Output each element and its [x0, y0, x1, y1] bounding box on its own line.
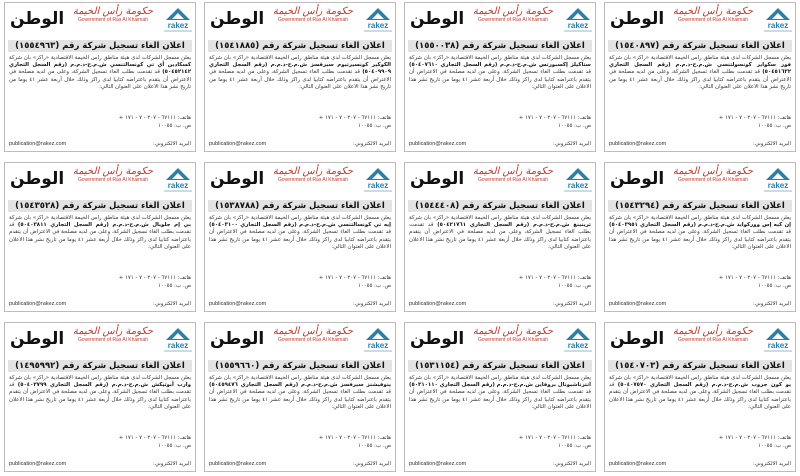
email-link[interactable]: publication@rakez.com [609, 461, 667, 467]
ad-contact: هاتف: ٦٧١١١ - ٢٠٧ - ٧ - ١٧١ + ص. ب: ١٠٠٥٥ [118, 435, 191, 449]
email-label: البريد الالكتروني: [353, 141, 391, 147]
email-link[interactable]: publication@rakez.com [209, 301, 267, 307]
newspaper-masthead: الوطن [10, 169, 65, 189]
government-seal: حكومة رأس الخيمة Government of Ras Al Khaimah [72, 326, 154, 343]
ad-title: اعلان الغاء تسجيل شركة رقم (١٥٤١٨٨٥) [208, 40, 392, 52]
ad-contact: هاتف: ٦٧١١١ - ٢٠٧ - ٧ - ١٧١ + ص. ب: ١٠٠٥٥ [718, 275, 791, 289]
ad-contact: هاتف: ٦٧١١١ - ٢٠٧ - ٧ - ١٧١ + ص. ب: ١٠٠٥٥ [318, 275, 391, 289]
government-seal: حكومة رأس الخيمة Government of Ras Al Khaimah [472, 166, 554, 183]
ad-card [604, 322, 796, 472]
ad-title: اعلان الغاء تسجيل شركة رقم (١٥٣٨٧٨٨) [208, 200, 392, 212]
government-seal: حكومة رأس الخيمة Government of Ras Al Khaimah [472, 6, 554, 23]
email-link[interactable]: publication@rakez.com [9, 141, 67, 147]
rakez-logo: rakez [364, 166, 392, 194]
ad-body: يعلن مسجل الشركات لدى هيئة مناطق رأس الخيمة الاقتصادية «راكز» بأن شركة ترينينغ ش.م.ح-ذ.م.م (رقم السجل التجاري ٥٠٤٢١٧٦١) قد تقدمت بطلب الغاء تسجيل الشركة، وعلى من لديه مصلحة في الاعتراض أن يتقدم باعتراضه كتابيا لدى راكز وذلك خلال أربعة عشر ٤١ يوما من تاريخ نشر هذا الاعلان على العنوان التالي: [409, 215, 591, 250]
ad-header [205, 323, 395, 359]
ad-title: اعلان الغاء تسجيل شركة رقم (١٥٤٣٢٩٤) [608, 200, 792, 212]
ad-title: اعلان الغاء تسجيل شركة رقم (١٥٥٩٦٦٠) [208, 360, 392, 372]
ad-contact: هاتف: ٦٧١١١ - ٢٠٧ - ٧ - ١٧١ + ص. ب: ١٠٠٥٥ [318, 435, 391, 449]
ad-card [204, 162, 396, 312]
ad-title: اعلان الغاء تسجيل شركة رقم (١٥٥٠٠٣٨) [408, 40, 592, 52]
rakez-logo: rakez [364, 326, 392, 354]
rakez-logo: rakez [564, 166, 592, 194]
ad-title: اعلان الغاء تسجيل شركة رقم (١٥٤٣٥٢٨) [8, 200, 192, 212]
government-seal: حكومة رأس الخيمة Government of Ras Al Khaimah [672, 6, 754, 23]
ad-header [5, 163, 195, 199]
email-link[interactable]: publication@rakez.com [9, 461, 67, 467]
ad-card [404, 322, 596, 472]
ad-header [405, 323, 595, 359]
ad-title: اعلان الغاء تسجيل شركة رقم (١٥٤٤٤٠٨) [408, 200, 592, 212]
ad-contact: هاتف: ٦٧١١١ - ٢٠٧ - ٧ - ١٧١ + ص. ب: ١٠٠٥٥ [518, 435, 591, 449]
email-label: البريد الالكتروني: [353, 461, 391, 467]
ad-card [204, 2, 396, 152]
ad-header [205, 3, 395, 39]
ad-card [4, 2, 196, 152]
rakez-logo: rakez [164, 166, 192, 194]
government-seal: حكومة رأس الخيمة Government of Ras Al Khaimah [72, 166, 154, 183]
ad-contact: هاتف: ٦٧١١١ - ٢٠٧ - ٧ - ١٧١ + ص. ب: ١٠٠٥٥ [718, 115, 791, 129]
ad-header [405, 3, 595, 39]
email-label: البريد الالكتروني: [153, 301, 191, 307]
ad-card [604, 2, 796, 152]
email-link[interactable]: publication@rakez.com [409, 141, 467, 147]
ad-body: يعلن مسجل الشركات لدى هيئة مناطق رأس الخيمة الاقتصادية «راكز» بأن شركة إن كيه إس ووركوايد ش.م.ح-ذ.م.م (رقم السجل التجاري ٥٠٤٠٣٩٥١) قد تقدمت بطلب الغاء تسجيل الشركة، وعلى من لديه مصلحة في الاعتراض أن يتقدم باعتراضه كتابيا لدى راكز وذلك خلال أربعة عشر ٤١ يوما من تاريخ نشر هذا الاعلان على العنوان التالي: [609, 215, 791, 250]
email-label: البريد الالكتروني: [353, 301, 391, 307]
rakez-logo: rakez [764, 6, 792, 34]
ad-contact: هاتف: ٦٧١١١ - ٢٠٧ - ٧ - ١٧١ + ص. ب: ١٠٠٥٥ [518, 115, 591, 129]
ad-title: اعلان الغاء تسجيل شركة رقم (١٥٤٠٨٩٧) [608, 40, 792, 52]
newspaper-masthead: الوطن [210, 169, 265, 189]
government-seal: حكومة رأس الخيمة Government of Ras Al Khaimah [472, 326, 554, 343]
ad-card [404, 2, 596, 152]
ad-body: يعلن مسجل الشركات لدى هيئة مناطق رأس الخيمة الاقتصادية «راكز» بأن شركة كسكادين أي تي كونسالتنسي ش.م.ح-ذ.م.م (رقم السجل التجاري ٥٠٤٥٢١٤٢) قد تقدمت بطلب الغاء تسجيل الشركة، وعلى من لديه مصلحة في الاعتراض أن يتقدم باعتراضه كتابيا لدى راكز وذلك خلال أربعة عشر ٤١ يوما من تاريخ نشر هذا الاعلان على العنوان التالي: [9, 55, 191, 90]
email-label: البريد الالكتروني: [753, 141, 791, 147]
ad-card [204, 322, 396, 472]
ad-body: يعلن مسجل الشركات لدى هيئة مناطق رأس الخيمة الاقتصادية «راكز» بأن شركة انترناشيونال بروفاين ش.م.ح-ذ.م.م (رقم السجل التجاري ٥٠٣١٠١١٠) قد تقدمت بطلب الغاء تسجيل الشركة، وعلى من لديه مصلحة في الاعتراض أن يتقدم باعتراضه كتابيا لدى راكز وذلك خلال أربعة عشر ٤١ يوما من تاريخ نشر هذا الاعلان على العنوان التالي: [409, 375, 591, 410]
email-label: البريد الالكتروني: [553, 141, 591, 147]
ad-card [4, 162, 196, 312]
email-link[interactable]: publication@rakez.com [9, 301, 67, 307]
ad-body: يعلن مسجل الشركات لدى هيئة مناطق رأس الخيمة الاقتصادية «راكز» بأن شركة يو كون جروب ش.م.ح-ذ.م.م (رقم السجل التجاري ٥٠٤٠٧٥٧٠) قد تقدمت بطلب الغاء تسجيل الشركة، وعلى من لديه مصلحة في الاعتراض أن يتقدم باعتراضه كتابيا لدى راكز وذلك خلال أربعة عشر ٤١ يوما من تاريخ نشر هذا الاعلان على العنوان التالي: [609, 375, 791, 410]
ad-body: يعلن مسجل الشركات لدى هيئة مناطق رأس الخيمة الاقتصادية «راكز» بأن شركة وارب أبوتيكش ش.م.ح-ذ.م.م (رقم السجل التجاري ٥٠٤٠٢٧٩٩) قد تقدمت بطلب الغاء تسجيل الشركة، وعلى من لديه مصلحة في الاعتراض أن يتقدم باعتراضه كتابيا لدى راكز وذلك خلال أربعة عشر ٤١ يوما من تاريخ نشر هذا الاعلان على العنوان التالي: [9, 375, 191, 410]
ad-title: اعلان الغاء تسجيل شركة رقم (١٤٩٥٩٩٢) [8, 360, 192, 372]
newspaper-masthead: الوطن [610, 169, 665, 189]
email-link[interactable]: publication@rakez.com [209, 461, 267, 467]
email-link[interactable]: publication@rakez.com [409, 461, 467, 467]
government-seal: حكومة رأس الخيمة Government of Ras Al Khaimah [672, 166, 754, 183]
rakez-logo: rakez [564, 6, 592, 34]
ad-contact: هاتف: ٦٧١١١ - ٢٠٧ - ٧ - ١٧١ + ص. ب: ١٠٠٥٥ [118, 115, 191, 129]
email-link[interactable]: publication@rakez.com [609, 141, 667, 147]
rakez-logo: rakez [564, 326, 592, 354]
ad-header [605, 3, 795, 39]
government-seal: حكومة رأس الخيمة Government of Ras Al Khaimah [672, 326, 754, 343]
newspaper-masthead: الوطن [410, 169, 465, 189]
government-seal: حكومة رأس الخيمة Government of Ras Al Khaimah [272, 166, 354, 183]
ad-body: يعلن مسجل الشركات لدى هيئة مناطق رأس الخيمة الاقتصادية «راكز» بأن شركة ينوفيشنز سيرفسز ش.م.ح-ذ.م.م (رقم السجل التجاري ٥٠٤٥٩٤٧٦) قد تقدمت بطلب الغاء تسجيل الشركة، وعلى من لديه مصلحة في الاعتراض أن يتقدم باعتراضه كتابيا لدى راكز وذلك خلال أربعة عشر ٤١ يوما من تاريخ نشر هذا الاعلان على العنوان التالي: [209, 375, 391, 410]
ad-card [604, 162, 796, 312]
rakez-logo: rakez [364, 6, 392, 34]
email-label: البريد الالكتروني: [753, 301, 791, 307]
ad-header [405, 163, 595, 199]
email-label: البريد الالكتروني: [553, 461, 591, 467]
ad-header [5, 323, 195, 359]
rakez-logo: rakez [764, 166, 792, 194]
newspaper-masthead: الوطن [10, 9, 65, 29]
ad-card [404, 162, 596, 312]
newspaper-masthead: الوطن [210, 9, 265, 29]
ad-body: يعلن مسجل الشركات لدى هيئة مناطق رأس الخيمة الاقتصادية «راكز» بأن شركة الكوكير كونسيرتيوم سيرفسز ش.م.ح-ذ.م.م (رقم السجل التجاري ٥٠٤٠٩٩٠٩) قد تقدمت بطلب الغاء تسجيل الشركة، وعلى من لديه مصلحة في الاعتراض أن يتقدم باعتراضه كتابيا لدى راكز وذلك خلال أربعة عشر ٤١ يوما من تاريخ نشر هذا الاعلان على العنوان التالي: [209, 55, 391, 90]
ad-contact: هاتف: ٦٧١١١ - ٢٠٧ - ٧ - ١٧١ + ص. ب: ١٠٠٥٥ [518, 275, 591, 289]
email-label: البريد الالكتروني: [553, 301, 591, 307]
rakez-logo: rakez [164, 326, 192, 354]
newspaper-masthead: الوطن [10, 329, 65, 349]
ad-contact: هاتف: ٦٧١١١ - ٢٠٧ - ٧ - ١٧١ + ص. ب: ١٠٠٥٥ [318, 115, 391, 129]
ad-title: اعلان الغاء تسجيل شركة رقم (١٥٣١١٥٤) [408, 360, 592, 372]
ad-contact: هاتف: ٦٧١١١ - ٢٠٧ - ٧ - ١٧١ + ص. ب: ١٠٠٥٥ [718, 435, 791, 449]
ads-grid [4, 2, 796, 474]
rakez-logo: rakez [764, 326, 792, 354]
email-label: البريد الالكتروني: [153, 461, 191, 467]
rakez-logo: rakez [164, 6, 192, 34]
government-seal: حكومة رأس الخيمة Government of Ras Al Khaimah [72, 6, 154, 23]
email-label: البريد الالكتروني: [153, 141, 191, 147]
ad-card [4, 322, 196, 472]
ad-title: اعلان الغاء تسجيل شركة رقم (١٥٤٠٧٠٣) [608, 360, 792, 372]
ad-body: يعلن مسجل الشركات لدى هيئة مناطق رأس الخيمة الاقتصادية «راكز» بأن شركة ستاكيلز إكسبورتس ش.م.ح-ذ.م.م (رقم السجل التجاري ٥٠٤٠٧٦١٠) قد تقدمت بطلب الغاء تسجيل الشركة، وعلى من لديه مصلحة في الاعتراض أن يتقدم باعتراضه كتابيا لدى راكز وذلك خلال أربعة عشر ٤١ يوما من تاريخ نشر هذا الاعلان على العنوان التالي: [409, 55, 591, 90]
ad-header [605, 163, 795, 199]
ad-header [605, 323, 795, 359]
newspaper-masthead: الوطن [610, 329, 665, 349]
newspaper-masthead: الوطن [410, 9, 465, 29]
ad-contact: هاتف: ٦٧١١١ - ٢٠٧ - ٧ - ١٧١ + ص. ب: ١٠٠٥٥ [118, 275, 191, 289]
email-link[interactable]: publication@rakez.com [409, 301, 467, 307]
ad-header [205, 163, 395, 199]
ad-header [5, 3, 195, 39]
email-label: البريد الالكتروني: [753, 461, 791, 467]
ad-body: يعلن مسجل الشركات لدى هيئة مناطق رأس الخيمة الاقتصادية «راكز» بأن شركة إيه تي كونسالتنسي ش.م.ح-ذ.م.م (رقم السجل التجاري ٥٠٤٠٣١٠٠) قد تقدمت بطلب الغاء تسجيل الشركة، وعلى من لديه مصلحة في الاعتراض أن يتقدم باعتراضه كتابيا لدى راكز وذلك خلال أربعة عشر ٤١ يوما من تاريخ نشر هذا الاعلان على العنوان التالي: [209, 215, 391, 250]
newspaper-masthead: الوطن [410, 329, 465, 349]
email-link[interactable]: publication@rakez.com [609, 301, 667, 307]
newspaper-masthead: الوطن [210, 329, 265, 349]
government-seal: حكومة رأس الخيمة Government of Ras Al Khaimah [272, 6, 354, 23]
ad-body: يعلن مسجل الشركات لدى هيئة مناطق رأس الخيمة الاقتصادية «راكز» بأن شركة بي إم جلوبال ش.م.ح-ذ.م.م (رقم السجل التجاري ٥٠٤٠٣٨١١) قد تقدمت بطلب الغاء تسجيل الشركة، وعلى من لديه مصلحة في الاعتراض أن يتقدم باعتراضه كتابيا لدى راكز وذلك خلال أربعة عشر ٤١ يوما من تاريخ نشر هذا الاعلان على العنوان التالي: [9, 215, 191, 250]
government-seal: حكومة رأس الخيمة Government of Ras Al Khaimah [272, 326, 354, 343]
ad-title: اعلان الغاء تسجيل شركة رقم (١٥٥٤٩٦٣) [8, 40, 192, 52]
newspaper-masthead: الوطن [610, 9, 665, 29]
email-link[interactable]: publication@rakez.com [209, 141, 267, 147]
ad-body: يعلن مسجل الشركات لدى هيئة مناطق رأس الخيمة الاقتصادية «راكز» بأن شركة فور سكواير كونسولتنسي ش.م.ح-ذ.م.م (رقم السجل التجاري ٥٠٤٥١٦٣٢) قد تقدمت بطلب الغاء تسجيل الشركة، وعلى من لديه مصلحة في الاعتراض أن يتقدم باعتراضه كتابيا لدى راكز وذلك خلال أربعة عشر ٤١ يوما من تاريخ نشر هذا الاعلان على العنوان التالي: [609, 55, 791, 90]
